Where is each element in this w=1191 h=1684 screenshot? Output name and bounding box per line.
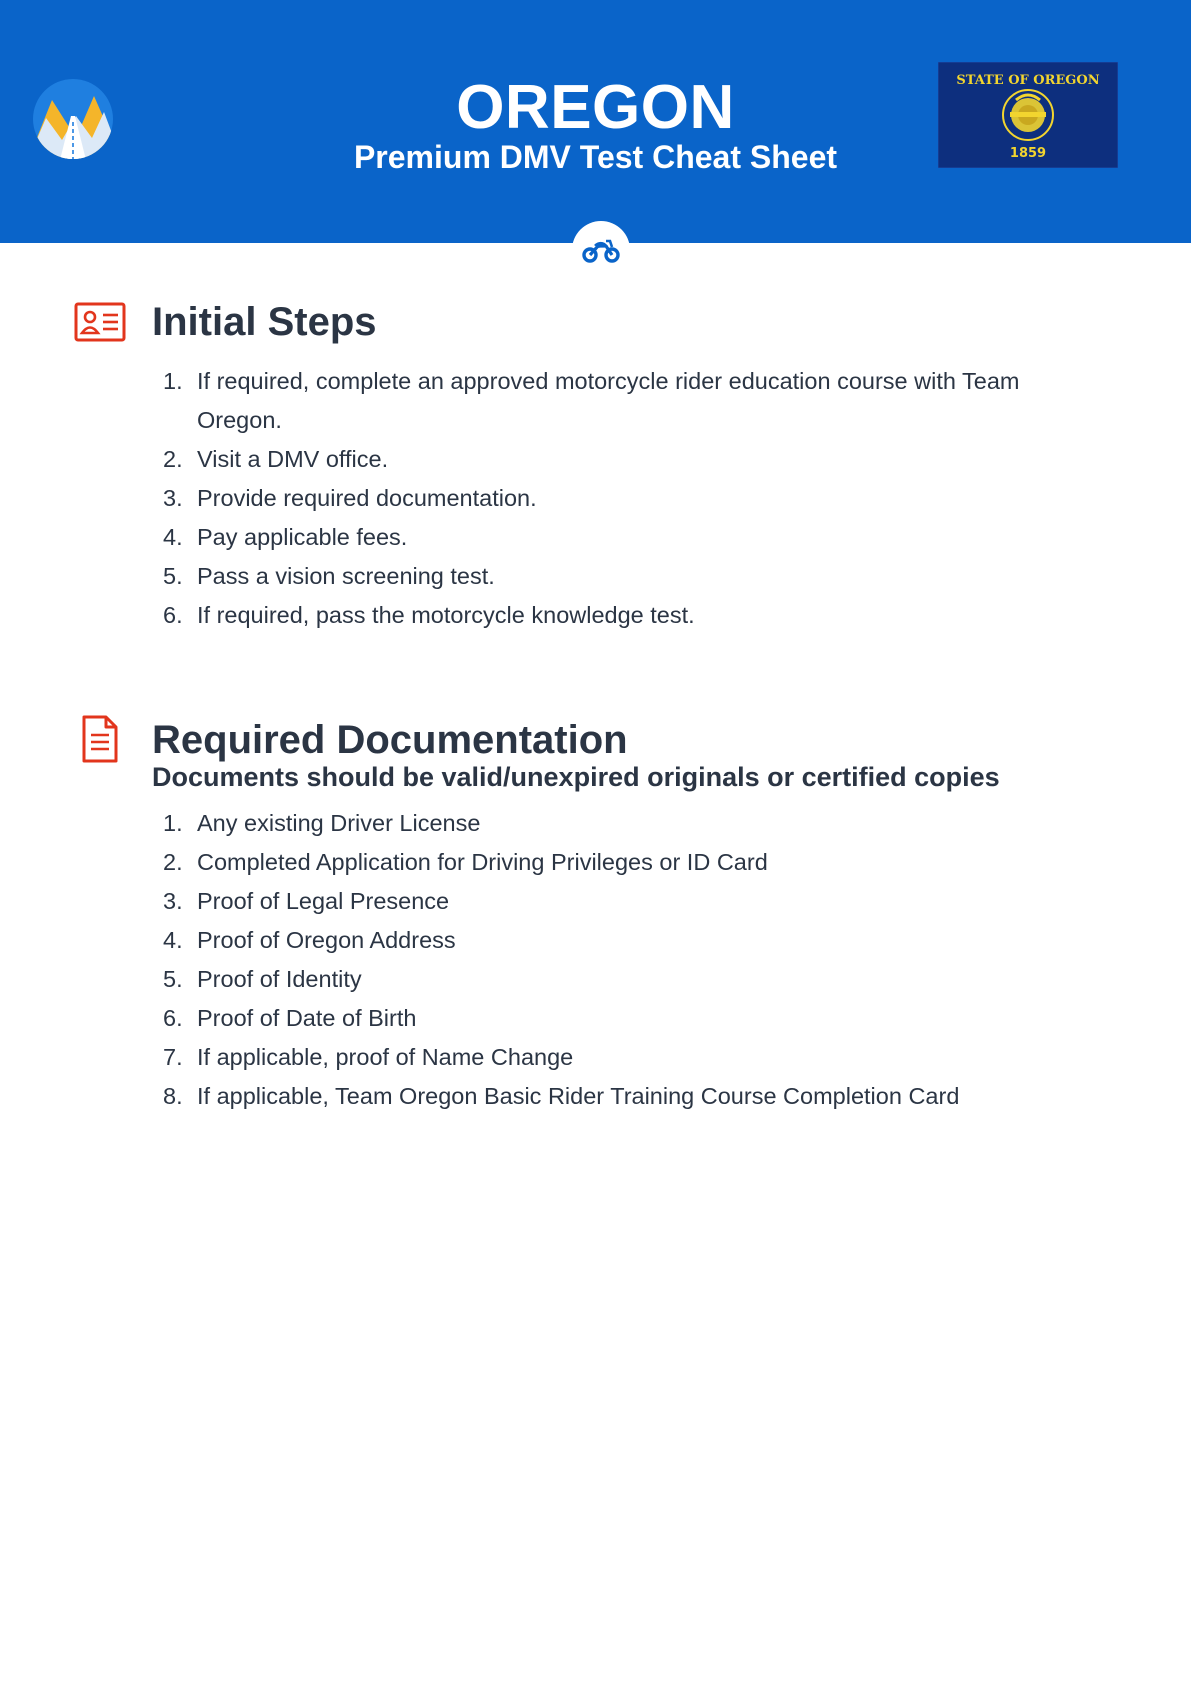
oregon-flag <box>938 62 1118 168</box>
list-item: 6. If required, pass the motorcycle knowledge test. <box>163 602 695 628</box>
required-documentation-title: Required Documentation <box>152 718 628 762</box>
list-item: 1. Any existing Driver License <box>163 810 481 836</box>
flag-top-text: STATE OF OREGON <box>956 73 1100 88</box>
list-item: 3. Provide required documentation. <box>163 485 537 511</box>
page-title: OREGON <box>456 73 735 142</box>
id-card-icon <box>74 302 126 342</box>
list-item: 6. Proof of Date of Birth <box>163 1005 417 1031</box>
flag-year: 1859 <box>1009 146 1047 161</box>
required-documentation-subtitle: Documents should be valid/unexpired originals or certified copies <box>152 762 1000 792</box>
list-item: 4. Pay applicable fees. <box>163 524 408 550</box>
list-item: 2. Visit a DMV office. <box>163 446 389 472</box>
list-item: 5. Proof of Identity <box>163 966 362 992</box>
list-item: 1. If required, complete an approved motorcycle rider education course with Team Oregon. <box>163 368 1020 433</box>
document-icon <box>80 714 120 764</box>
list-item: 5. Pass a vision screening test. <box>163 563 495 589</box>
page-subtitle: Premium DMV Test Cheat Sheet <box>353 139 838 175</box>
page-header <box>0 0 1191 243</box>
initial-steps-list <box>152 362 1052 635</box>
list-item: 8. If applicable, Team Oregon Basic Rider Training Course Completion Card <box>163 1083 960 1109</box>
motorcycle-icon <box>579 227 623 271</box>
motorcycle-badge <box>572 221 630 279</box>
list-item: 3. Proof of Legal Presence <box>163 888 450 914</box>
required-documentation-list <box>152 804 1052 1116</box>
list-item: 2. Completed Application for Driving Privileges or ID Card <box>163 849 768 875</box>
list-item: 4. Proof of Oregon Address <box>163 927 456 953</box>
list-item: 7. If applicable, proof of Name Change <box>163 1044 574 1070</box>
initial-steps-title: Initial Steps <box>152 300 377 344</box>
